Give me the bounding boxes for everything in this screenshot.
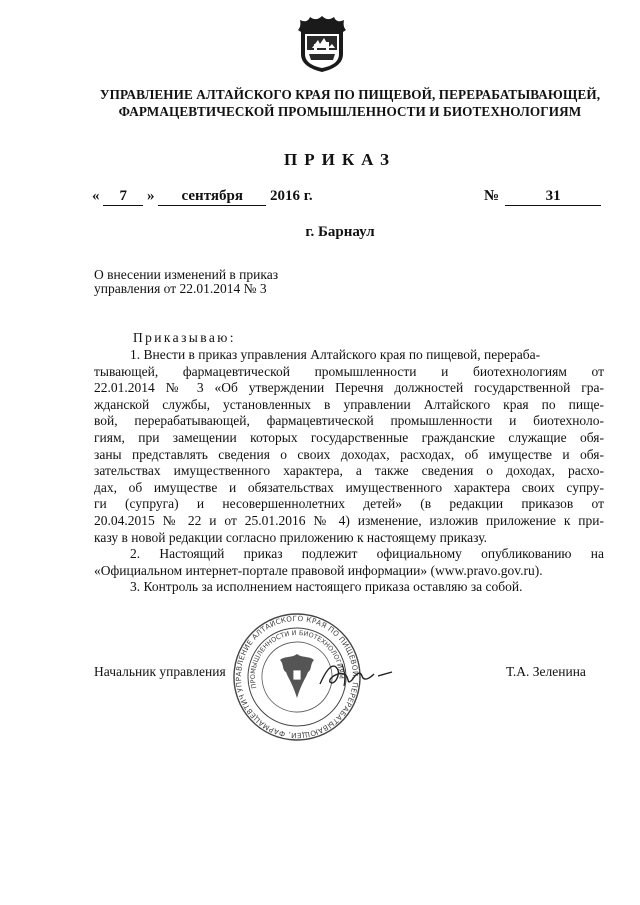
- body-line: «Официальном интернет-портале правовой информации» (www.pravo.gov.ru).: [94, 562, 543, 578]
- organization-name: [60, 86, 640, 120]
- subject-line: О внесении изменений в приказ: [94, 267, 279, 282]
- date-close-quote: »: [147, 188, 155, 204]
- organization-name-line-1: УПРАВЛЕНИЕ АЛТАЙСКОГО КРАЯ ПО ПИЩЕВОЙ, ПЕРЕРАБАТЫВАЮЩЕЙ,: [99, 87, 601, 102]
- body-line: 20.04.2015 № 22 и от 25.01.2016 № 4) изменение, изложив приложение к при-: [94, 512, 604, 528]
- body-line: казу в новой редакции согласно приложению к настоящему приказу.: [94, 529, 487, 545]
- body-line: заны представлять сведения о своих доходах, расходах, об имуществе и обя-: [94, 446, 604, 462]
- body-line: гиям, при замещении которых государственные гражданские служащие обя-: [94, 429, 604, 445]
- document-date: [92, 188, 313, 206]
- handwritten-signature: [316, 656, 396, 696]
- coat-of-arms-icon: [296, 14, 348, 74]
- body-line: 3. Контроль за исполнением настоящего приказа оставляю за собой.: [130, 579, 523, 595]
- subject-line: управления от 22.01.2014 № 3: [94, 281, 267, 296]
- body-line: жданской службы, установленных в управлении Алтайского края по пище-: [94, 396, 604, 412]
- body-line: 1. Внести в приказ управления Алтайского края по пищевой, перераба-: [130, 347, 541, 362]
- signature-name: Т.А. Зеленина: [506, 664, 586, 679]
- date-day: 7: [103, 188, 143, 206]
- svg-text:ПРОМЫШЛЕННОСТИ И БИОТЕХНОЛОГИЯ: ПРОМЫШЛЕННОСТИ И БИОТЕХНОЛОГИЯМ: [248, 628, 346, 690]
- order-word: Приказываю:: [133, 330, 236, 345]
- document-city: г. Барнаул: [305, 224, 375, 240]
- number-value: 31: [505, 188, 601, 206]
- document-body: [94, 347, 604, 596]
- body-line: 22.01.2014 № 3 «Об утверждении Перечня должностей государственной гра-: [94, 380, 604, 396]
- date-open-quote: «: [92, 188, 100, 204]
- document-number: [484, 188, 601, 206]
- body-line: вой, перерабатывающей, фармацевтической промышленности и биотехноло-: [94, 413, 604, 429]
- number-label: №: [484, 188, 500, 204]
- organization-name-line-2: ФАРМАЦЕВТИЧЕСКОЙ ПРОМЫШЛЕННОСТИ И БИОТЕХНОЛОГИЯМ: [118, 104, 582, 119]
- body-line: 2. Настоящий приказ подлежит официальному опубликованию на: [130, 546, 604, 562]
- body-line: ги (супруга) и несовершеннолетних детей» (в редакции приказов от: [94, 496, 604, 512]
- document-subject: [94, 268, 354, 296]
- date-month: сентября: [158, 188, 266, 206]
- date-year: 2016 г.: [270, 188, 313, 204]
- document-type: ПРИКАЗ: [284, 150, 396, 169]
- body-line: зательствах имущественного характера, а также сведения о доходах, расхо-: [94, 463, 604, 479]
- signature-position: Начальник управления: [94, 664, 226, 679]
- svg-text:УПРАВЛЕНИЕ АЛТАЙСКОГО КРАЯ ПО: УПРАВЛЕНИЕ АЛТАЙСКОГО КРАЯ ПО ПИЩЕВОЙ, ПЕРЕРАБАТЫВАЮЩЕЙ, ФАРМАЦЕВТИЧЕСКОЙ: [233, 613, 361, 741]
- body-line: тывающей, фармацевтической промышленности и биотехнологиям от: [94, 363, 604, 379]
- body-line: дах, об имуществе и обязательствах имущественного характера своих супру-: [94, 479, 604, 495]
